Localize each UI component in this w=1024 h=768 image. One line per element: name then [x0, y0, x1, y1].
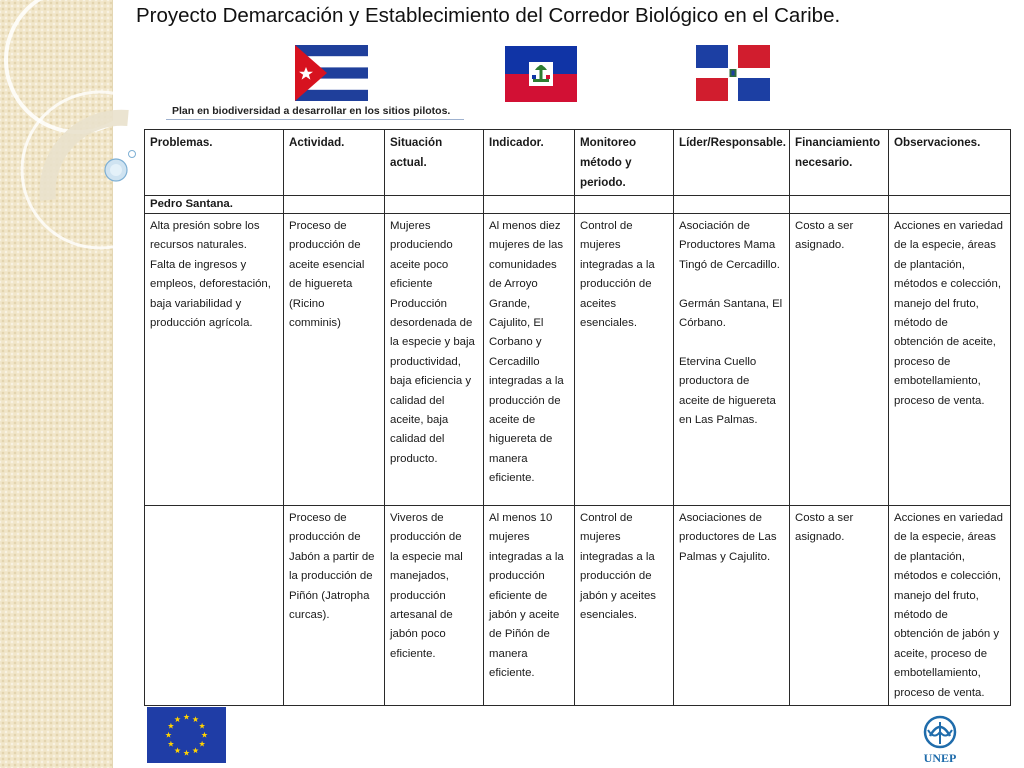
header-indicador	[484, 130, 575, 196]
cell-line: Líder/Responsable.	[679, 136, 786, 149]
cell-line: Control de	[580, 512, 633, 524]
cell-line: Al menos diez	[489, 220, 561, 232]
site-name-cell: Pedro Santana.	[145, 196, 284, 214]
cell-line: la especie mal	[390, 550, 463, 563]
cell-line: Al menos 10	[489, 512, 553, 524]
cell-line: Producción	[390, 297, 447, 310]
cell-line: Costo a ser	[795, 220, 854, 232]
cell-line: (Ricino	[289, 297, 325, 310]
cell-line: integradas a la	[489, 375, 564, 388]
cell-line: mujeres	[580, 239, 621, 252]
cell-line: de Piñón de	[489, 628, 550, 641]
cell-actividad	[284, 214, 385, 506]
cell-line: recursos naturales.	[150, 239, 247, 252]
site-empty-cell	[674, 196, 790, 214]
cell-lider	[674, 214, 790, 506]
cell-line: asignado.	[795, 531, 845, 544]
cell-line: de higuereta	[289, 278, 353, 291]
cell-line: Monitoreo	[580, 136, 637, 149]
cell-line: baja variabilidad y	[150, 297, 242, 310]
cell-line: Viveros de	[390, 512, 444, 524]
cell-line: mujeres	[580, 531, 621, 544]
cuba-flag	[295, 45, 368, 101]
cell-line: Mujeres	[390, 220, 431, 232]
cell-line: Indicador.	[489, 136, 544, 149]
cell-line: producción de	[489, 394, 561, 407]
cell-line: producción de	[289, 531, 361, 544]
cell-line: asignado.	[795, 239, 845, 252]
cell-line: Falta de ingresos y	[150, 258, 247, 271]
table-subtitle: Plan en biodiversidad a desarrollar en los sitios pilotos.	[166, 104, 464, 120]
cell-line: jabón y aceite	[489, 609, 560, 622]
european-union-flag	[147, 707, 226, 763]
cell-line: métodos e colección,	[894, 570, 1002, 583]
cell-line: calidad del	[390, 433, 445, 446]
cell-line: eficiente.	[390, 647, 436, 660]
cell-line: manejados,	[390, 570, 449, 583]
cell-line: de la especie, áreas	[894, 239, 996, 252]
cell-monitoreo	[575, 214, 674, 506]
haiti-flag	[505, 46, 577, 102]
cell-line: obtención de aceite,	[894, 336, 996, 349]
cell-financiamiento	[790, 214, 889, 506]
cell-line: de plantación,	[894, 550, 965, 563]
cell-line: proceso de venta.	[894, 686, 985, 699]
cell-line: empleos, deforestación,	[150, 278, 271, 291]
cell-line: método de	[894, 609, 948, 622]
cell-line: eficiente	[390, 278, 433, 291]
cell-line: aceite esencial	[289, 258, 365, 271]
cell-line: mujeres	[489, 531, 530, 544]
cell-line: proceso de	[894, 355, 951, 368]
cell-line: manejo del fruto,	[894, 589, 979, 602]
header-observaciones	[889, 130, 1011, 196]
table-row	[145, 214, 1011, 506]
cell-line: Asociaciones de	[679, 512, 762, 524]
cell-line: Acciones en variedad	[894, 512, 1003, 524]
cell-line: higuereta de	[489, 433, 553, 446]
cell-line: curcas).	[289, 609, 330, 622]
header-monitoreo	[575, 130, 674, 196]
site-empty-cell	[385, 196, 484, 214]
cell-line: producción	[390, 589, 446, 602]
cell-line: Cajulito, El	[489, 317, 544, 330]
cell-line: desordenada de	[390, 317, 473, 330]
cell-line: produciendo	[390, 239, 453, 252]
cell-line: en Las Palmas.	[679, 414, 758, 427]
cell-line: producto.	[390, 452, 438, 465]
cell-line: esenciales.	[580, 317, 637, 330]
site-empty-cell	[484, 196, 575, 214]
cell-line: de Arroyo	[489, 278, 538, 291]
cell-line: Palmas y Cajulito.	[679, 550, 771, 563]
cell-line: la especie y baja	[390, 336, 475, 349]
cell-line: aceite de	[489, 414, 536, 427]
cell-line: aceites	[580, 297, 617, 310]
cell-line: Piñón (Jatropha	[289, 589, 370, 602]
cell-line: aceite poco	[390, 258, 449, 271]
cell-line: Alta presión sobre los	[150, 220, 260, 232]
cell-line: manera	[489, 647, 528, 660]
cell-line: de plantación,	[894, 258, 965, 271]
cell-line: embotellamiento,	[894, 667, 981, 680]
cell-line: Actividad.	[289, 136, 345, 149]
site-empty-cell	[790, 196, 889, 214]
biodiversity-plan-table	[144, 129, 1011, 706]
cell-line: producción de	[289, 239, 361, 252]
header-problemas	[145, 130, 284, 196]
cell-line: eficiente.	[489, 472, 535, 485]
cell-line: integradas a la	[580, 550, 655, 563]
cell-line	[679, 333, 784, 352]
cell-observaciones	[889, 506, 1011, 706]
cell-line: eficiente de	[489, 589, 548, 602]
cell-line: de la especie, áreas	[894, 531, 996, 544]
cell-line: la producción de	[289, 570, 373, 583]
site-row	[145, 196, 1011, 214]
cell-line: manejo del fruto,	[894, 297, 979, 310]
table-row	[145, 506, 1011, 706]
cell-line: aceite de higuereta	[679, 394, 776, 407]
cell-line: producción de	[580, 278, 652, 291]
cell-line: Jabón a partir de	[289, 550, 375, 563]
cell-line: productora de	[679, 375, 750, 388]
cell-line: calidad del	[390, 394, 445, 407]
cell-line: Etervina Cuello	[679, 355, 757, 368]
header-situacion	[385, 130, 484, 196]
cell-line: periodo.	[580, 176, 626, 189]
cell-line: jabón y aceites	[580, 589, 656, 602]
site-empty-cell	[284, 196, 385, 214]
cell-line: manera	[489, 452, 528, 465]
cell-indicador	[484, 506, 575, 706]
cell-line: productores de Las	[679, 531, 777, 544]
cell-line: producción de	[580, 570, 652, 583]
cell-line: Productores Mama	[679, 239, 776, 252]
cell-line: comunidades	[489, 258, 557, 271]
slide-title: Proyecto Demarcación y Establecimiento del Corredor Biológico en el Caribe.	[136, 4, 841, 27]
cell-line: producción agrícola.	[150, 317, 253, 330]
cell-line: método de	[894, 317, 948, 330]
cell-line: método y	[580, 156, 632, 169]
cell-line: obtención de jabón y	[894, 628, 1000, 641]
cell-line: jabón poco	[390, 628, 446, 641]
header-actividad	[284, 130, 385, 196]
table-header-row	[145, 130, 1011, 196]
cell-problemas	[145, 506, 284, 706]
cell-indicador	[484, 214, 575, 506]
cell-line: baja eficiencia y	[390, 375, 472, 388]
cell-line: Observaciones.	[894, 136, 981, 149]
cell-line: embotellamiento,	[894, 375, 981, 388]
cell-line: integradas a la	[580, 258, 655, 271]
cell-line	[679, 275, 784, 294]
dominican-republic-flag	[696, 45, 770, 101]
cell-lider	[674, 506, 790, 706]
cell-line: comminis)	[289, 317, 341, 330]
cell-line: Germán Santana, El	[679, 297, 783, 310]
cell-line: artesanal de	[390, 609, 453, 622]
cell-actividad	[284, 506, 385, 706]
cell-line: Proceso de	[289, 512, 347, 524]
unep-logo	[908, 710, 972, 766]
cell-line: Acciones en variedad	[894, 220, 1003, 232]
cell-situacion	[385, 506, 484, 706]
cell-line: aceite, baja	[390, 414, 449, 427]
cell-line: esenciales.	[580, 609, 637, 622]
cell-situacion	[385, 214, 484, 506]
cell-line: Financiamiento	[795, 136, 881, 149]
cell-line: mujeres de las	[489, 239, 564, 252]
cell-line: Grande,	[489, 297, 531, 310]
cell-line: Tingó de Cercadillo.	[679, 258, 780, 271]
cell-financiamiento	[790, 506, 889, 706]
site-empty-cell	[575, 196, 674, 214]
cell-line: Córbano.	[679, 317, 726, 330]
cell-line: Proceso de	[289, 220, 347, 232]
cell-problemas	[145, 214, 284, 506]
header-financiamiento	[790, 130, 889, 196]
cell-monitoreo	[575, 506, 674, 706]
cell-line: Situación	[390, 136, 443, 149]
cell-line: métodos e colección,	[894, 278, 1002, 291]
cell-line: productividad,	[390, 355, 461, 368]
cell-line: Costo a ser	[795, 512, 854, 524]
cell-line: proceso de venta.	[894, 394, 985, 407]
cell-line: actual.	[390, 156, 427, 169]
site-empty-cell	[889, 196, 1011, 214]
unep-label: UNEP	[923, 751, 957, 765]
cell-line: eficiente.	[489, 667, 535, 680]
cell-line: aceite, proceso de	[894, 647, 988, 660]
header-lider	[674, 130, 790, 196]
cell-observaciones	[889, 214, 1011, 506]
cell-line: Corbano y	[489, 336, 542, 349]
cell-line: Asociación de	[679, 220, 750, 232]
cell-line: producción	[489, 570, 545, 583]
cell-line: Control de	[580, 220, 633, 232]
cell-line: Cercadillo	[489, 355, 540, 368]
cell-line: necesario.	[795, 156, 853, 169]
cell-line: Problemas.	[150, 136, 213, 149]
cell-line: producción de	[390, 531, 462, 544]
cell-line: integradas a la	[489, 550, 564, 563]
